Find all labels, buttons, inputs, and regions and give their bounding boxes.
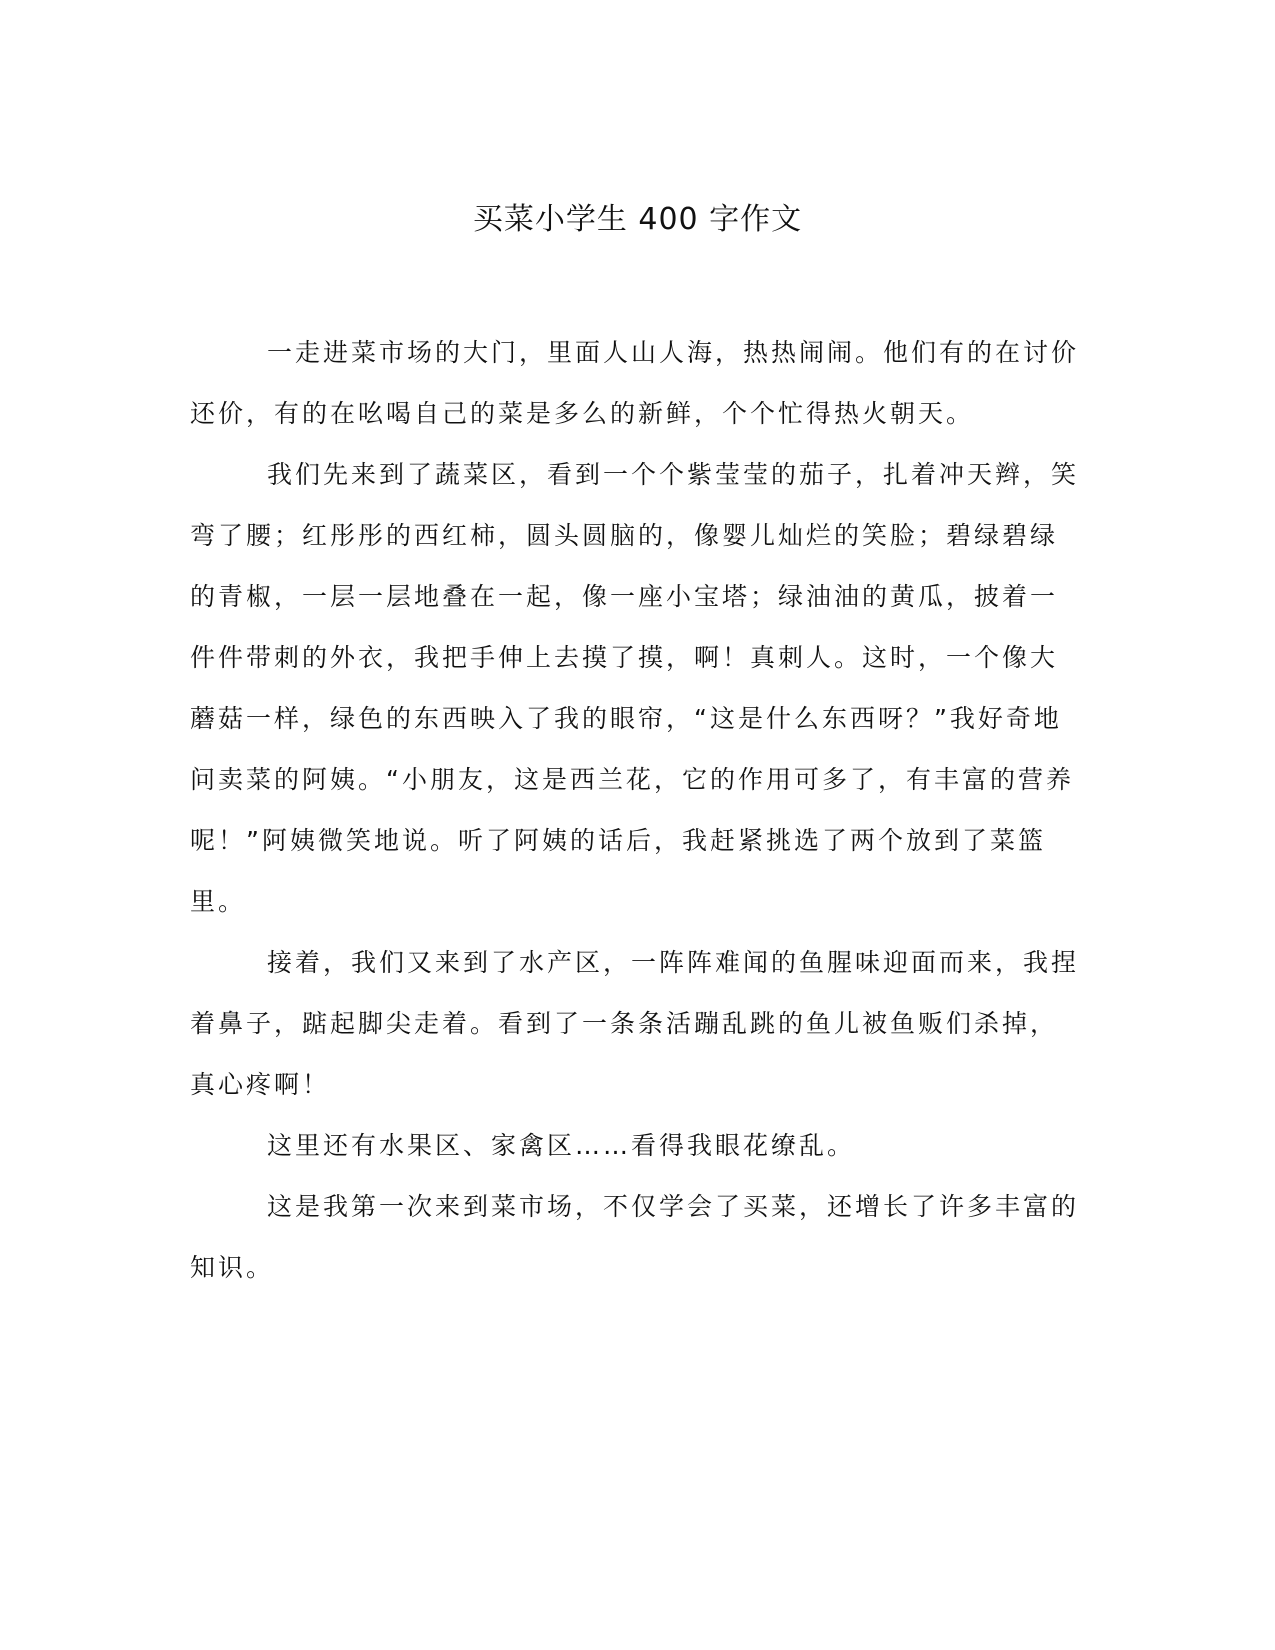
paragraph-other-areas: 这里还有水果区、家禽区……看得我眼花缭乱。 [267,1131,856,1160]
paragraph-vegetable-area: 我们先来到了蔬菜区，看到一个个紫莹莹的茄子，扎着冲天辫，笑弯了腰；红彤彤的西红柿，圆头圆脑的，像婴儿灿烂的笑脸；碧绿碧绿的青椒，一层一层地叠在一起，像一座小宝塔；绿油油的黄瓜，披着一件件带刺的外衣，我把手伸上去摸了摸，啊！真刺人。这时，一个像大蘑菇一样，绿色的东西映入了我的眼帘，“这是什么东西呀？”我好奇地问卖菜的阿姨。“小朋友，这是西兰花，它的作用可多了，有丰富的营养呢！”阿姨微笑地说。听了阿姨的话后，我赶紧挑选了两个放到了菜篮里。 [190,460,1080,916]
paragraph-market-entrance: 一走进菜市场的大门，里面人山人海，热热闹闹。他们有的在讨价还价，有的在吆喝自己的菜是多么的新鲜，个个忙得热火朝天。 [190,338,1080,428]
paragraph-seafood-area: 接着，我们又来到了水产区，一阵阵难闻的鱼腥味迎面而来，我捏着鼻子，踮起脚尖走着。看到了一条条活蹦乱跳的鱼儿被鱼贩们杀掉，真心疼啊！ [190,948,1080,1099]
document-body [190,322,1079,1298]
paragraph-conclusion: 这是我第一次来到菜市场，不仅学会了买菜，还增长了许多丰富的知识。 [190,1192,1080,1282]
document-title: 买菜小学生 400 字作文 [472,202,803,237]
